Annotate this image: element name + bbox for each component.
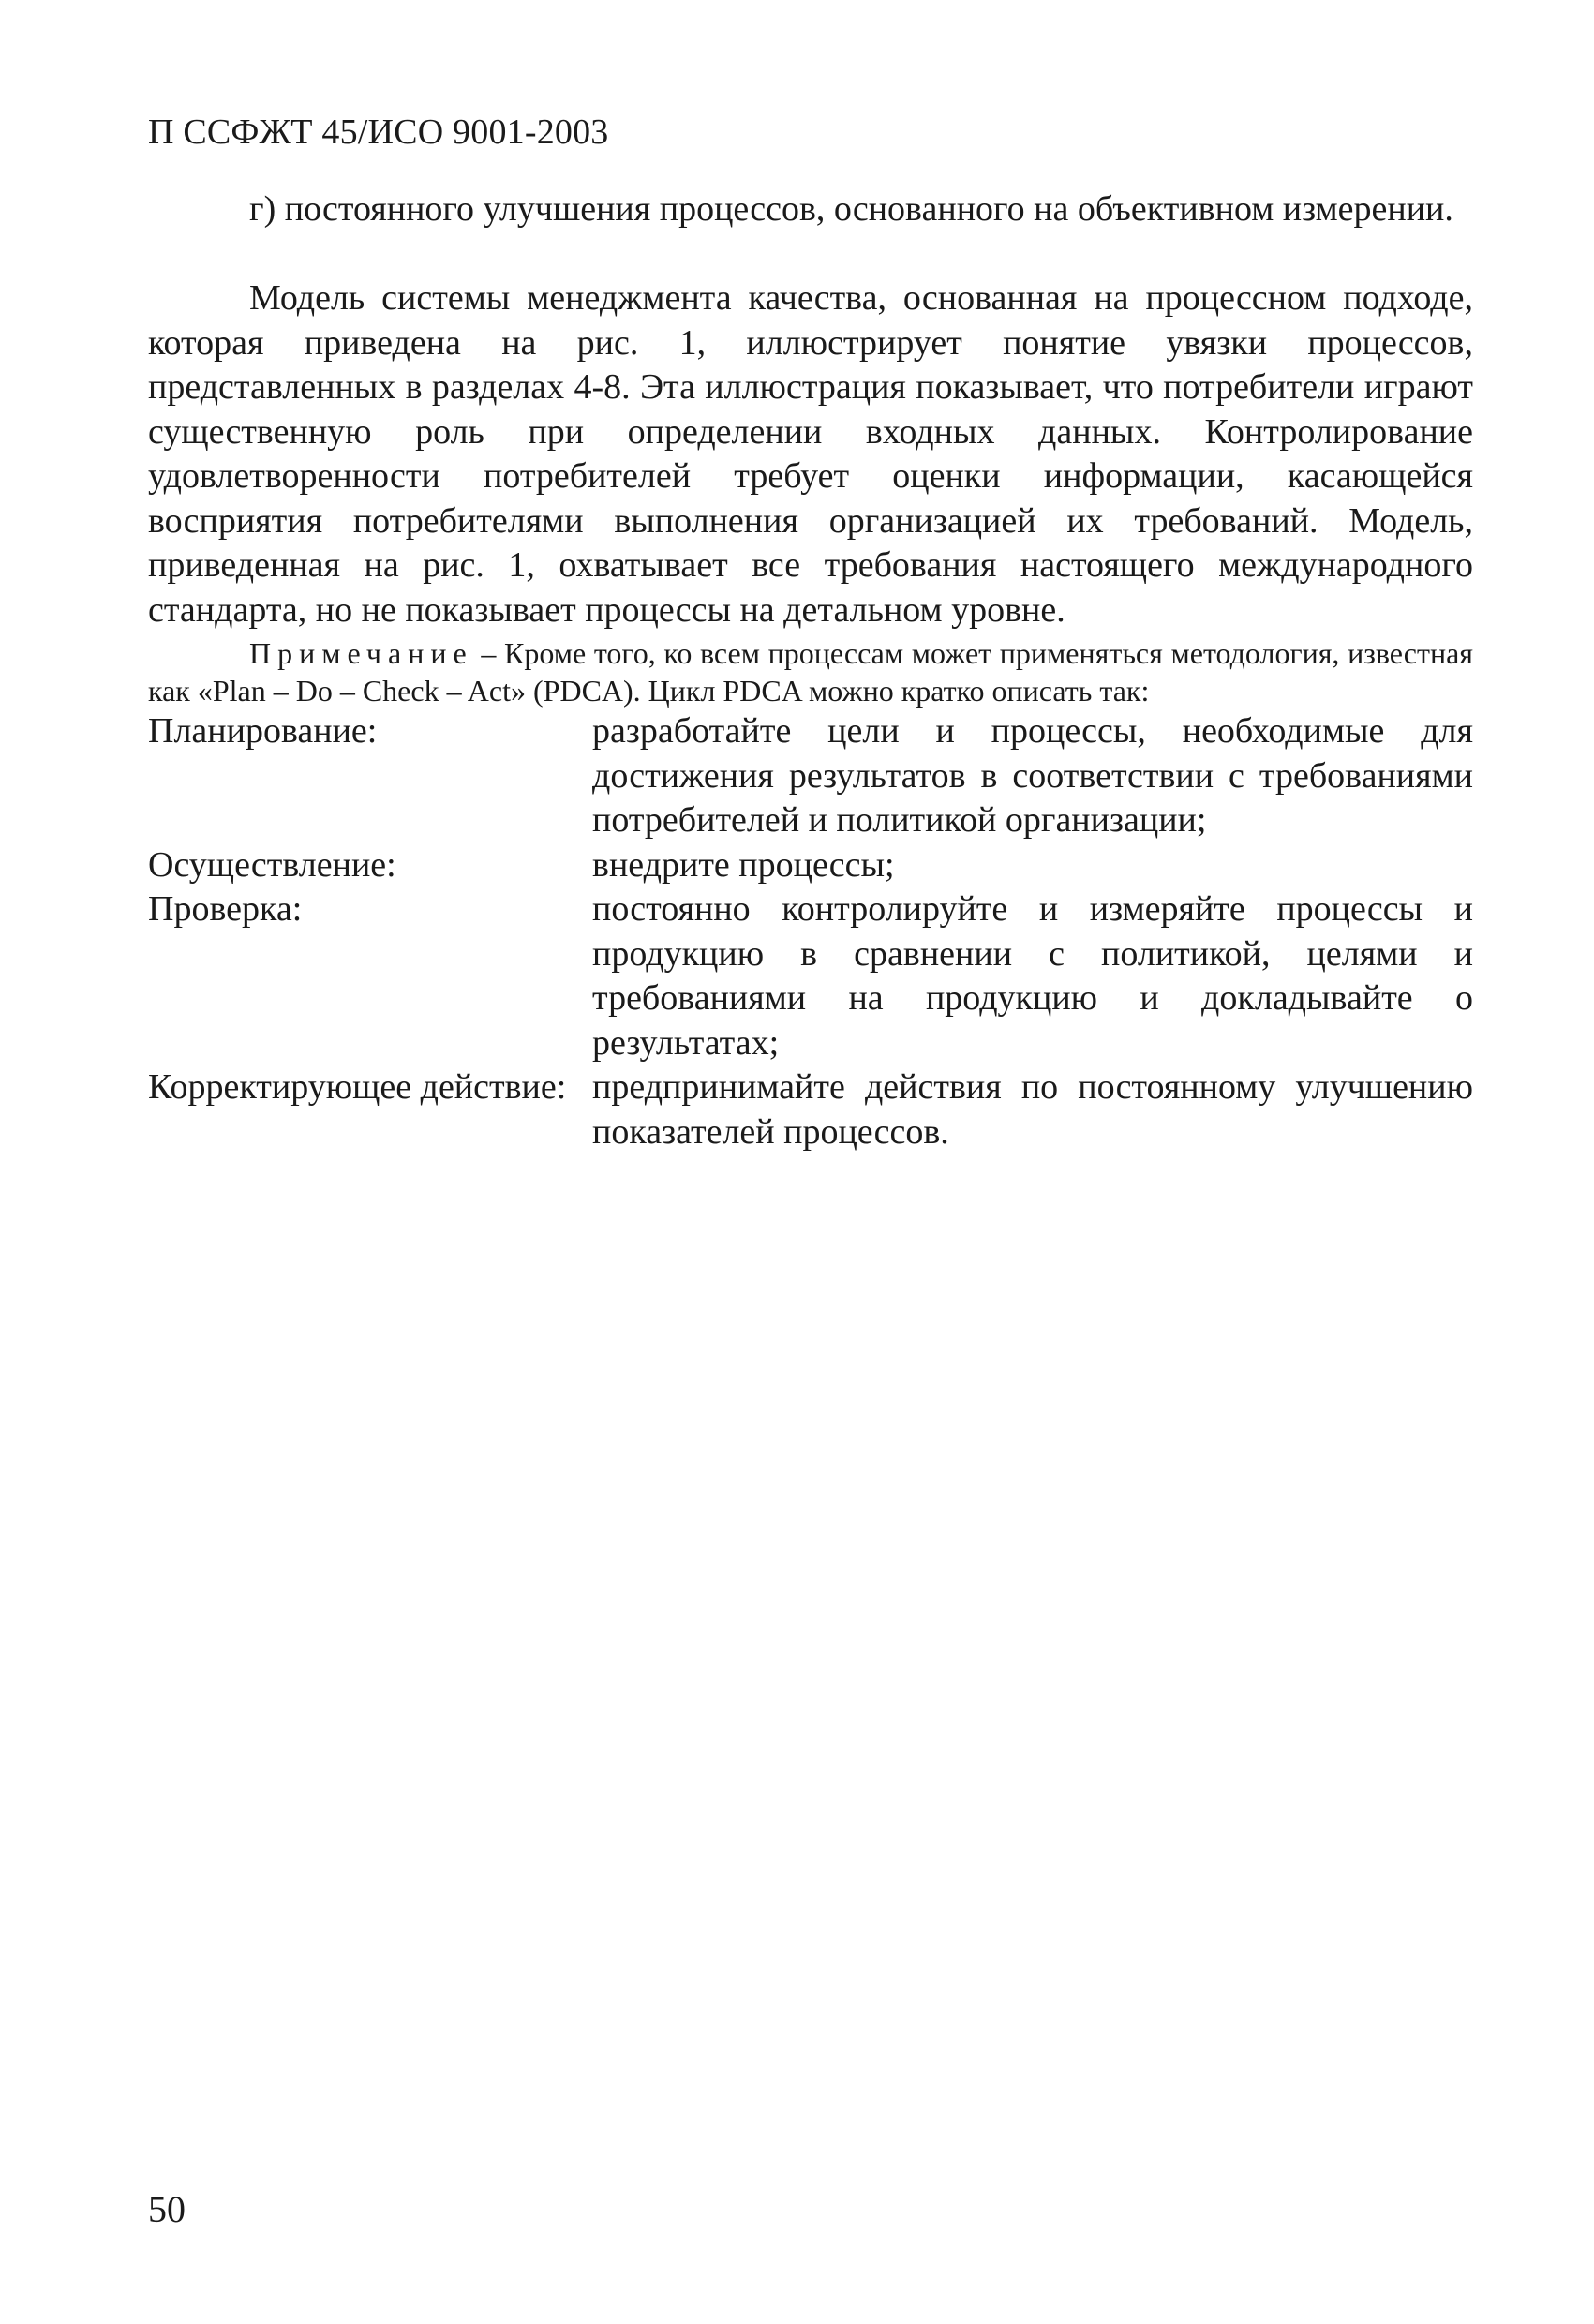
pdca-description: внедрите процессы; <box>592 844 895 885</box>
paragraph-qms-model: Модель системы менеджмента качества, основанная на процессном подходе, которая приведена на рис. 1, иллюстрирует понятие увязки процессов, представленных в разделах 4-8. Эта иллюстрация показывает, что потребители играют существенную роль при определении входных данных. Контролирование удовлетворенности потребителей требует оценки информации, касающейся восприятия потребителями выполнения организацией их требований. Модель, приведенная на рис. 1, охватывает все требования настоящего международного стандарта, но не показывает процессы на детальном уровне. <box>148 278 1473 630</box>
pdca-table <box>148 709 1473 1155</box>
document-header: П ССФЖТ 45/ИСО 9001-2003 <box>148 112 609 152</box>
paragraph-item-g: г) постоянного улучшения процессов, основанного на объективном измерении. <box>249 189 1453 229</box>
pdca-description: разработайте цели и процессы, необходимые для достижения результатов в соответствии с требованиями потребителей и политикой организации; <box>592 711 1473 840</box>
pdca-row-act <box>148 1065 1473 1155</box>
pdca-term: Осуществление: <box>148 844 396 885</box>
pdca-row-check <box>148 887 1473 1065</box>
note-text: – Кроме того, ко всем процессам может применяться методология, известная как «Plan – Do – Check – Act» (PDCA). Цикл PDCA можно кратко описать так: <box>148 636 1474 708</box>
pdca-term: Корректирующее действие: <box>148 1067 567 1107</box>
pdca-row-do <box>148 843 1473 888</box>
note-block <box>148 634 1473 709</box>
pdca-term: Планирование: <box>148 711 378 751</box>
pdca-description: предпринимайте действия по постоянному улучшению показателей процессов. <box>592 1067 1473 1152</box>
note-label: Примечание <box>249 636 473 670</box>
pdca-term: Проверка: <box>148 889 303 929</box>
pdca-description: постоянно контролируйте и измеряйте процессы и продукцию в сравнении с политикой, целями и требованиями на продукцию и докладывайте о результатах; <box>592 889 1473 1063</box>
pdca-row-plan <box>148 709 1473 843</box>
page-number: 50 <box>148 2188 186 2230</box>
